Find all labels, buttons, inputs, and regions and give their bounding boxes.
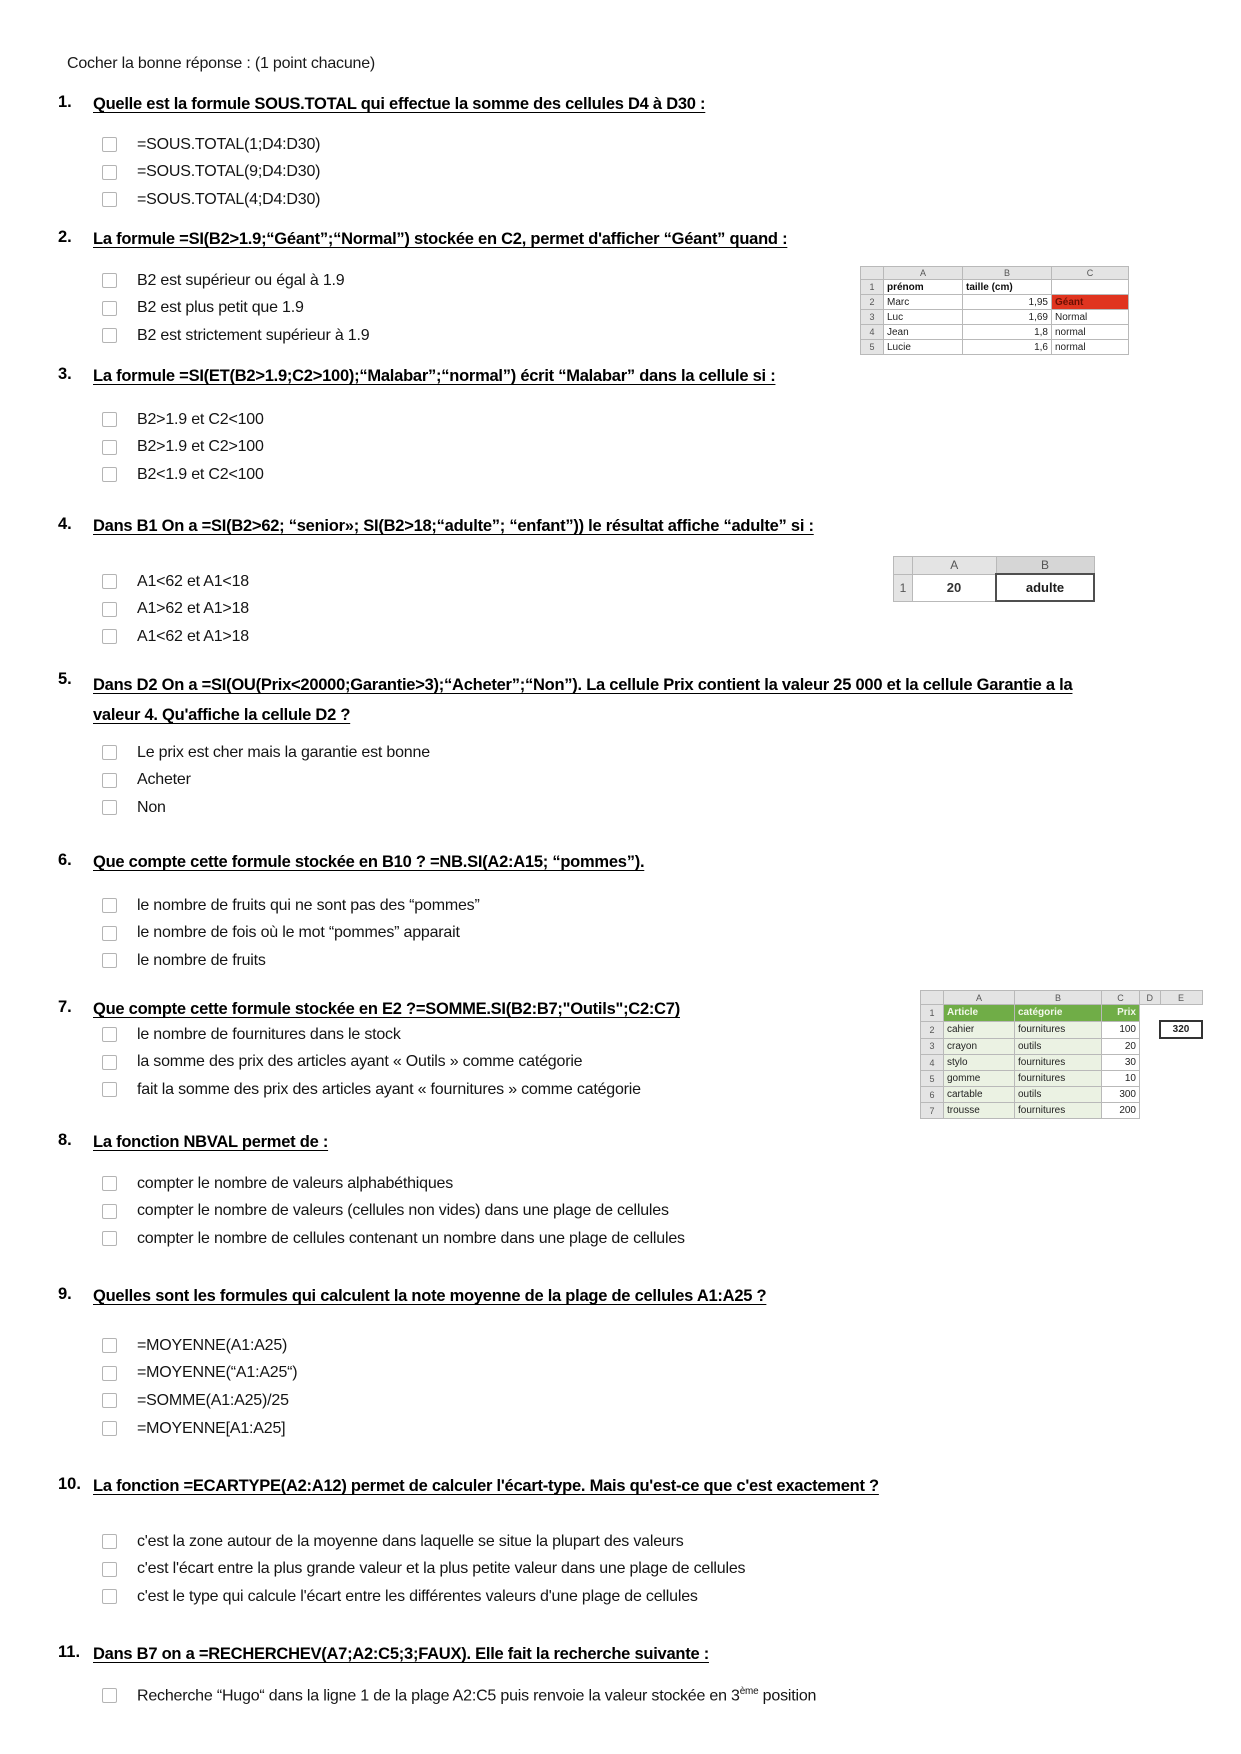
options-list [102, 1170, 1208, 1253]
option-label: la somme des prix des articles ayant « Outils » comme catégorie [137, 1053, 583, 1071]
answer-option [102, 1682, 1208, 1710]
question-number: 8. [58, 1131, 72, 1149]
cell: adulte [996, 574, 1094, 601]
cell [1140, 1005, 1161, 1022]
checkbox[interactable] [102, 1393, 117, 1408]
cell: normal [1052, 325, 1129, 340]
row-header: 1 [861, 280, 884, 295]
option-label: B2 est plus petit que 1.9 [137, 299, 304, 317]
question-title: Dans D2 On a =SI(OU(Prix<20000;Garantie>3);“Acheter”;“Non”). La cellule Prix contient la valeur 25 000 et la cellule Garantie a la valeur 4. Qu'affiche la cellule D2 ? [93, 676, 1073, 724]
question-title: La formule =SI(B2>1.9;“Géant”;“Normal”) stockée en C2, permet d'afficher “Géant” quand : [93, 230, 788, 248]
answer-option [102, 767, 1208, 795]
option-label: B2 est supérieur ou égal à 1.9 [137, 271, 345, 289]
question-title: La formule =SI(ET(B2>1.9;C2>100);“Malabar”;“normal”) écrit “Malabar” dans la cellule si : [93, 367, 776, 385]
option-label: compter le nombre de valeurs alphabéthiques [137, 1174, 454, 1192]
cell: cahier [944, 1021, 1015, 1038]
checkbox[interactable] [102, 1176, 117, 1191]
question-number: 9. [58, 1285, 72, 1303]
cell: 20 [913, 574, 997, 601]
question-number: 11. [58, 1643, 81, 1661]
column-header: D [1140, 991, 1161, 1005]
option-label: B2 est strictement supérieur à 1.9 [137, 326, 370, 344]
options-list [102, 892, 1208, 975]
question-11 [58, 1643, 1208, 1710]
column-header: C [1052, 267, 1129, 280]
checkbox[interactable] [102, 412, 117, 427]
excel-screenshot-q7 [920, 990, 1203, 1119]
answer-option [102, 920, 1208, 948]
question-title: Que compte cette formule stockée en E2 ?=SOMME.SI(B2:B7;"Outils";C2:C7) [93, 1000, 680, 1018]
question-6 [58, 851, 1208, 975]
option-label: =SOMME(A1:A25)/25 [137, 1391, 289, 1409]
answer-option [102, 1198, 1208, 1226]
answer-option [102, 1583, 1208, 1611]
checkbox[interactable] [102, 467, 117, 482]
answer-option [102, 434, 1208, 462]
option-label: fait la somme des prix des articles ayant « fournitures » comme catégorie [137, 1080, 641, 1098]
cell: 200 [1102, 1103, 1140, 1119]
question-number: 10. [58, 1475, 81, 1493]
question-3 [58, 365, 1208, 489]
column-header: A [913, 557, 997, 575]
cell: fournitures [1015, 1071, 1102, 1087]
answer-option [102, 1225, 1208, 1253]
cell: fournitures [1015, 1055, 1102, 1071]
cell [1140, 1103, 1161, 1119]
checkbox[interactable] [102, 1055, 117, 1070]
options-list [102, 131, 1208, 214]
option-label: =MOYENNE(“A1:A25“) [137, 1364, 298, 1382]
checkbox[interactable] [102, 1534, 117, 1549]
question-9 [58, 1285, 1208, 1442]
cell: 300 [1102, 1087, 1140, 1103]
cell [1140, 1087, 1161, 1103]
row-header: 3 [921, 1038, 944, 1055]
checkbox[interactable] [102, 165, 117, 180]
option-label: le nombre de fournitures dans le stock [137, 1025, 401, 1043]
corner-cell [921, 991, 944, 1005]
cell: trousse [944, 1103, 1015, 1119]
checkbox[interactable] [102, 898, 117, 913]
option-label: B2<1.9 et C2<100 [137, 465, 264, 483]
cell: stylo [944, 1055, 1015, 1071]
option-label: le nombre de fruits qui ne sont pas des “pommes” [137, 896, 480, 914]
option-label: B2>1.9 et C2<100 [137, 410, 264, 428]
question-5 [58, 670, 1208, 822]
option-label: Non [137, 798, 166, 816]
question-number: 5. [58, 670, 72, 688]
column-header: B [963, 267, 1052, 280]
answer-option [102, 794, 1208, 822]
question-number: 6. [58, 851, 72, 869]
cell: Lucie [884, 340, 963, 355]
row-header: 6 [921, 1087, 944, 1103]
spreadsheet-grid [893, 556, 1095, 602]
checkbox[interactable] [102, 301, 117, 316]
excel-screenshot-q2 [860, 266, 1129, 355]
option-label: c'est la zone autour de la moyenne dans laquelle se situe la plupart des valeurs [137, 1532, 684, 1550]
option-label: le nombre de fruits [137, 951, 266, 969]
checkbox[interactable] [102, 440, 117, 455]
column-header: B [996, 557, 1094, 575]
cell: cartable [944, 1087, 1015, 1103]
answer-option [102, 1360, 1208, 1388]
cell: 1,95 [963, 295, 1052, 310]
cell: taille (cm) [963, 280, 1052, 295]
answer-option [102, 406, 1208, 434]
cell [1052, 280, 1129, 295]
row-header: 7 [921, 1103, 944, 1119]
cell [1160, 1087, 1202, 1103]
checkbox[interactable] [102, 1231, 117, 1246]
checkbox[interactable] [102, 926, 117, 941]
question-number: 3. [58, 365, 72, 383]
row-header: 5 [861, 340, 884, 355]
question-number: 1. [58, 93, 72, 111]
row-header: 4 [861, 325, 884, 340]
options-list [102, 1682, 1208, 1710]
cell: Normal [1052, 310, 1129, 325]
checkbox[interactable] [102, 953, 117, 968]
question-title: Dans B7 on a =RECHERCHEV(A7;A2:C5;3;FAUX). Elle fait la recherche suivante : [93, 1645, 709, 1663]
column-header: C [1102, 991, 1140, 1005]
option-label: A1<62 et A1>18 [137, 627, 249, 645]
cell [1160, 1103, 1202, 1119]
question-number: 2. [58, 228, 72, 246]
question-title: Quelle est la formule SOUS.TOTAL qui effectue la somme des cellules D4 à D30 : [93, 95, 706, 113]
answer-option [102, 1415, 1208, 1443]
option-label: =SOUS.TOTAL(4;D4:D30) [137, 190, 321, 208]
option-label: A1<62 et A1<18 [137, 572, 249, 590]
option-label: B2>1.9 et C2>100 [137, 438, 264, 456]
cell [1140, 1038, 1161, 1055]
options-list [102, 406, 1208, 489]
cell: 320 [1160, 1021, 1202, 1038]
checkbox[interactable] [102, 273, 117, 288]
cell [1160, 1071, 1202, 1087]
option-label: compter le nombre de valeurs (cellules non vides) dans une plage de cellules [137, 1202, 669, 1220]
answer-option [102, 1556, 1208, 1584]
option-label: c'est l'écart entre la plus grande valeur et la plus petite valeur dans une plage de cellules [137, 1560, 746, 1578]
checkbox[interactable] [102, 137, 117, 152]
answer-option [102, 1387, 1208, 1415]
cell: outils [1015, 1087, 1102, 1103]
cell: 1,8 [963, 325, 1052, 340]
answer-option [102, 947, 1208, 975]
cell: prénom [884, 280, 963, 295]
answer-option [102, 461, 1208, 489]
answer-option [102, 186, 1208, 214]
option-label: Acheter [137, 771, 191, 789]
option-label: =MOYENNE[A1:A25] [137, 1419, 286, 1437]
cell [1140, 1071, 1161, 1087]
cell: catégorie [1015, 1005, 1102, 1022]
spreadsheet-grid [920, 990, 1203, 1119]
options-list [102, 1332, 1208, 1442]
answer-option [102, 739, 1208, 767]
cell: 1,6 [963, 340, 1052, 355]
question-number: 4. [58, 515, 72, 533]
cell: gomme [944, 1071, 1015, 1087]
option-label: Le prix est cher mais la garantie est bonne [137, 743, 430, 761]
checkbox[interactable] [102, 800, 117, 815]
cell: 10 [1102, 1071, 1140, 1087]
question-title: Quelles sont les formules qui calculent la note moyenne de la plage de cellules A1:A25 ? [93, 1287, 767, 1305]
cell [1160, 1055, 1202, 1071]
checkbox[interactable] [102, 1082, 117, 1097]
cell: Marc [884, 295, 963, 310]
cell: 100 [1102, 1021, 1140, 1038]
checkbox[interactable] [102, 629, 117, 644]
column-header: E [1160, 991, 1202, 1005]
corner-cell [861, 267, 884, 280]
question-number: 7. [58, 998, 72, 1016]
cell [1160, 1038, 1202, 1055]
superscript: ème [739, 1686, 759, 1698]
option-label: =SOUS.TOTAL(9;D4:D30) [137, 163, 321, 181]
options-list [102, 1528, 1208, 1611]
option-label: =SOUS.TOTAL(1;D4:D30) [137, 135, 321, 153]
cell: 30 [1102, 1055, 1140, 1071]
row-header: 1 [921, 1005, 944, 1022]
cell: Jean [884, 325, 963, 340]
row-header: 2 [921, 1021, 944, 1038]
question-title: La fonction NBVAL permet de : [93, 1133, 329, 1151]
checkbox[interactable] [102, 773, 117, 788]
corner-cell [894, 557, 913, 575]
question-8 [58, 1131, 1208, 1253]
column-header: A [884, 267, 963, 280]
question-title: La fonction =ECARTYPE(A2:A12) permet de calculer l'écart-type. Mais qu'est-ce que c'est exactement ? [93, 1477, 879, 1495]
cell: fournitures [1015, 1103, 1102, 1119]
checkbox[interactable] [102, 574, 117, 589]
column-header: B [1015, 991, 1102, 1005]
checkbox[interactable] [102, 1204, 117, 1219]
column-header: A [944, 991, 1015, 1005]
row-header: 4 [921, 1055, 944, 1071]
checkbox[interactable] [102, 192, 117, 207]
option-label: A1>62 et A1>18 [137, 600, 249, 618]
checkbox[interactable] [102, 1027, 117, 1042]
checkbox[interactable] [102, 328, 117, 343]
answer-option [102, 623, 1208, 651]
quiz-instruction: Cocher la bonne réponse : (1 point chacune) [67, 55, 376, 72]
cell: Luc [884, 310, 963, 325]
cell [1160, 1005, 1202, 1022]
cell: outils [1015, 1038, 1102, 1055]
option-label: Recherche “Hugo“ dans la ligne 1 de la plage A2:C5 puis renvoie la valeur stockée en 3ème position [137, 1686, 817, 1705]
cell: crayon [944, 1038, 1015, 1055]
question-title: Que compte cette formule stockée en B10 ? =NB.SI(A2:A15; “pommes”). [93, 853, 645, 871]
row-header: 2 [861, 295, 884, 310]
cell: 20 [1102, 1038, 1140, 1055]
options-list [102, 739, 1208, 822]
question-10 [58, 1475, 1208, 1611]
cell: 1,69 [963, 310, 1052, 325]
row-header: 1 [894, 574, 913, 601]
answer-option [102, 131, 1208, 159]
cell: fournitures [1015, 1021, 1102, 1038]
cell: Article [944, 1005, 1015, 1022]
cell: Prix [1102, 1005, 1140, 1022]
cell [1140, 1055, 1161, 1071]
answer-option [102, 1332, 1208, 1360]
checkbox[interactable] [102, 1589, 117, 1604]
checkbox[interactable] [102, 745, 117, 760]
answer-option [102, 1170, 1208, 1198]
cell: normal [1052, 340, 1129, 355]
answer-option [102, 159, 1208, 187]
row-header: 5 [921, 1071, 944, 1087]
checkbox[interactable] [102, 1338, 117, 1353]
answer-option [102, 892, 1208, 920]
cell: Géant [1052, 295, 1129, 310]
checkbox[interactable] [102, 1688, 117, 1703]
option-label: =MOYENNE(A1:A25) [137, 1336, 288, 1354]
question-title: Dans B1 On a =SI(B2>62; “senior»; SI(B2>18;“adulte”; “enfant”)) le résultat affiche “adulte” si : [93, 517, 814, 535]
spreadsheet-grid [860, 266, 1129, 355]
row-header: 3 [861, 310, 884, 325]
option-label: compter le nombre de cellules contenant un nombre dans une plage de cellules [137, 1229, 685, 1247]
cell [1140, 1021, 1161, 1038]
question-1 [58, 93, 1208, 214]
checkbox[interactable] [102, 1366, 117, 1381]
answer-option [102, 1528, 1208, 1556]
checkbox[interactable] [102, 1421, 117, 1436]
checkbox[interactable] [102, 1562, 117, 1577]
excel-screenshot-q4 [893, 556, 1095, 602]
checkbox[interactable] [102, 602, 117, 617]
option-label: c'est le type qui calcule l'écart entre les différentes valeurs d'une plage de cellules [137, 1587, 698, 1605]
option-label: le nombre de fois où le mot “pommes” apparait [137, 924, 460, 942]
